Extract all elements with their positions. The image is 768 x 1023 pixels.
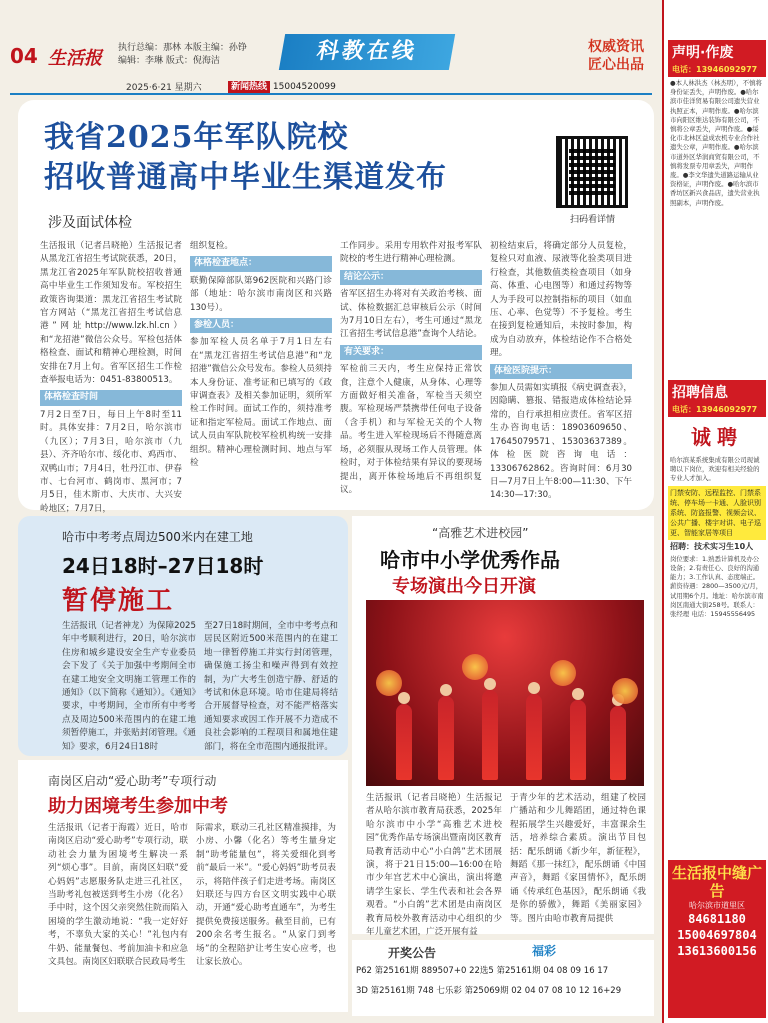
art-kicker: “高雅艺术进校园”	[432, 526, 529, 540]
page-number: 04	[10, 44, 38, 68]
lead-column-2	[190, 240, 332, 516]
construction-article	[18, 516, 348, 756]
lead-body	[40, 240, 636, 516]
slogan	[588, 38, 644, 74]
notice-box	[668, 40, 766, 210]
lottery-title: 开奖公告	[388, 946, 437, 960]
staff-line-2: 编辑：李琳 版式：倪海洁	[118, 56, 220, 66]
staff-credits	[118, 42, 247, 68]
dancer-figure	[610, 706, 626, 780]
fan-prop	[612, 678, 638, 704]
hotline	[228, 79, 336, 92]
lottery-logo: 福彩	[532, 944, 557, 958]
lead-headline	[44, 118, 447, 198]
lead-subhead: 体检医院提示：	[490, 364, 632, 379]
classifieds-sidebar	[662, 0, 768, 1023]
lead-headline-line-2: 招收普通高中毕业生渠道发布	[44, 160, 447, 195]
lead-subhead: 有关要求：	[340, 345, 482, 360]
hiring-job: 招聘：技术实习生10人	[670, 541, 754, 551]
exam-column-1: 生活报讯（记者于海霞）近日，哈市南岗区启动“爱心助考”专项行动，联动社会力量为困境考生解决一系列“烦心事”。目前，南岗区妇联“爱心妈妈”志愿服务队走进三孔社区，当助考礼包被送到考生小房（化名）手中时，这个因父亲突然住院而陷入困境的学生激动地说：“我一定好好考，不辜负大家的关心！”礼包内有牛奶、能量餐包、考前加油卡和应急文具包。南岗区妇联联合民政局考生	[48, 823, 188, 968]
notice-text: ●本人林洪杰（林杰明），不慎将身份证丢失，声明作废。●哈尔滨市佳洋贸易有限公司遗失营业执照正本，声明作废。●哈尔滨市向阳区维达装饰有限公司，不慎将公章丢失，声明作废。●绥化市北林区益成农机专业合作社遗失公章，声明作废。●哈尔滨市道外区华润商贸有限公司，不慎将发票专用章丢失，声明作废。●李文华遗失道路运输从业资格证，声明作废。●哈尔滨市香坊区新兴食品店，遗失营业执照副本，声明作废。	[670, 79, 762, 207]
section-title: 科教在线	[279, 34, 455, 70]
exam-article	[18, 760, 348, 1012]
hotline-tag: 新闻热线	[228, 81, 270, 93]
ad-title: 生活报中缝广告	[671, 864, 762, 900]
art-column-2: 于青少年的艺术活动，组建了校园广播站和少儿舞蹈团，通过特色课程拓展学生兴趣爱好，丰富课余生活，培养综合素质。演出节目包括：配乐朗诵《新少年，新征程》，舞蹈《那一抹红》，配乐朗诵《中国声音》，舞蹈《家国情怀》，配乐朗诵《传承红色基因》，配乐朗诵《我是你的骄傲》，舞蹈《美丽家园》等。图片由哈市教育局提供	[510, 793, 646, 924]
dancer-figure	[526, 694, 542, 780]
lead-subtitle: 涉及面试体检	[48, 215, 132, 231]
construction-column-2: 至27日18时期间，全市中考考点和居民区附近500米范围内的在建工地一律暂停施工并实行封闭管理，确保施工扬尘和噪声得到有效控制，为广大考生创造宁静、舒适的考试和休息环境。哈市住建局将结合开展督导检查，对不能严格落实通知要求或因工作开展不力造成不良社会影响的工程项目和属地住建部门，将在全市范围内通报批评。	[204, 621, 338, 752]
lead-article	[18, 100, 654, 514]
art-column-1: 生活报讯（记者吕晓艳）生活报记者从哈尔滨市教育局获悉，2025年哈尔滨市中小学“高雅艺术进校园”优秀作品专场演出暨南岗区教育局教育活动中心“小白鸽”艺术团展演，将于21日15:00—16:00在哈市少年宫艺术中心演出，演出将邀请学生家长、学生代表和社会各界观看。“小白鸽”艺术团是由南岗区教育局校外教育活动中心组织的少年儿童艺术团，广泛开展有益	[366, 793, 502, 938]
exam-column-2: 际需求，联动三孔社区精准摸排，为小房、小馨（化名）等考生量身定制“助考能量包”，将关爱细化到考前“最后一米”。“爱心妈妈”助考员表示，将陪伴孩子们走进考场。南岗区妇联还与四方台区文明实践中心联动，开通“爱心助考直通车”，为考生提供免费接送服务。截至目前，已有200余名考生报名。“从家门到考场”的全程陪护让考生安心应考，也让家长放心。	[196, 823, 336, 968]
notice-header: 声明·作废	[668, 40, 766, 64]
lead-column-3	[340, 240, 482, 516]
notice-phone: 电话：13946092977	[668, 64, 766, 77]
construction-headline-2: 暂停施工	[62, 586, 175, 616]
ad-address: 哈尔滨市道里区	[689, 901, 745, 910]
construction-column-1: 生活报讯（记者神龙）为保障2025年中考顺利进行，20日，哈尔滨市住房和城乡建设安全生产专业委员会下发了《关于加强中考期间全市在建工地安全文明施工管理工作的通知》（以下简称《通知》）。《通知》要求，中考期间，全市所有中考考点及周边500米范围内的在建工地须暂停施工，并张贴封闭管理。《通知》要求，6月24日18时	[62, 621, 196, 752]
lead-para: 参加军检人员名单于7月1日左右在“黑龙江省招生考试信息港”和“龙招港”微信公众号发布。参检人员须持本人身份证、准考证和已填写的《政审调查表》及相关参加证明，须所军检工作时间。面试工作的，须持准考证和指定军检局。面试工作地点、面试人员由军队院校军检机构统一安排组织。精神心理检测时间、地点与军检	[190, 337, 332, 469]
hiring-intro: 哈尔滨某系统集成有限公司现诚聘以下岗位，欢迎有相关经验的专业人才加入。	[670, 456, 760, 483]
hotline-number: 15004520099	[272, 82, 336, 92]
recruit-phone: 电话：13946092977	[668, 404, 766, 417]
lead-subhead: 体格检查时间	[40, 390, 182, 405]
lead-para: 省军区招生办将对有关政治考核、面试、体检数据汇总审核后公示（时间为7月10日左右），考生可通过“黑龙江省招生考试信息港”查询个人结论。	[340, 289, 482, 340]
hiring-requirements: 岗位要求：1.熟悉计算机及办公设备；2.有责任心、良好的沟通能力；3.工作认真、态度端正。薪资待遇：2800—3500元/月，试用期6个月。地址：哈尔滨市南岗区南通大街258号。联系人：张经理 电话：15945556495	[670, 554, 764, 619]
dancer-figure	[396, 704, 412, 780]
lead-para: 参加人员需如实填报《病史调查表》，因隐瞒、篡报、错报造成体检结论异常的，自行承担相应责任。省军区招生办咨询电话：18903609650、17645079571、15303637389。体检医院咨询电话：13306762862。咨询时间：6月30日—7月7日上午8:00—11:30、下午14:30—17:30。	[490, 383, 632, 501]
art-headline-2: 专场演出今日开演	[392, 576, 536, 597]
lead-headline-line-1: 我省2025年军队院校	[44, 120, 349, 155]
staff-line-1: 执行总编：那林 本版主编：孙铮	[118, 43, 247, 53]
construction-headline: 24日18时–27日18时	[62, 554, 264, 578]
art-body	[366, 792, 646, 939]
lead-column-4	[490, 240, 632, 516]
hiring-positions: 门禁安防、远程监控、门禁系统、停车场一卡通、人脸识别系统、防盗报警、视频会议、公共广播、楼宇对讲、电子巡更、智能家居等项目	[668, 486, 766, 540]
lead-subhead: 结论公示：	[340, 270, 482, 285]
art-headline: 哈市中小学优秀作品	[380, 548, 560, 572]
lead-para: 初检结束后，将确定部分人员复检，复检只对血液、尿液等化验类项目进行检查，其他数值类检查项目（如身高、体重、心电图等）和通过药物等人为手段可以控制指标的项目（如血压、心率、色觉等）不予复检。考生在接到复检通知后，未按时参加，构成为自动放弃，体检结论作不合格处理。	[490, 241, 632, 359]
dancer-figure	[438, 696, 454, 780]
lead-subhead: 体格检查地点：	[190, 256, 332, 271]
classified-ad-banner	[668, 860, 766, 1018]
lead-subhead: 参检人员：	[190, 318, 332, 333]
fan-prop	[462, 654, 488, 680]
dancer-figure	[482, 690, 498, 780]
slogan-line-1: 权威资讯	[588, 39, 644, 55]
construction-kicker: 哈市中考考点周边500米内在建工地	[62, 530, 253, 544]
dateline: 2025·6·21 星期六	[126, 83, 202, 93]
performance-photo	[366, 600, 644, 786]
ad-phone-3: 13613600156	[677, 944, 757, 958]
ad-phone-1: 84681180	[688, 912, 746, 926]
recruit-header: 招聘信息	[668, 380, 766, 404]
qr-caption: 扫码看详情	[570, 215, 616, 225]
brand-logo: 生活报	[48, 48, 102, 69]
fan-prop	[376, 670, 402, 696]
construction-body	[62, 620, 338, 754]
header-rule	[10, 93, 652, 95]
recruit-box	[668, 380, 766, 621]
lottery-row: P62 第25161期 889507+0 22选5 第25161期 04 08 09 16 17	[356, 966, 609, 976]
exam-kicker: 南岗区启动“爱心助考”专项行动	[48, 774, 217, 788]
qr-code[interactable]	[556, 136, 628, 208]
lottery-row: 3D 第25161期 748 七乐彩 第25069期 02 04 07 08 10 12 16+29	[356, 986, 622, 996]
slogan-line-2: 匠心出品	[588, 57, 644, 73]
exam-headline: 助力困境考生参加中考	[48, 796, 228, 817]
lottery-box	[352, 940, 654, 1016]
hiring-title: 诚聘	[691, 425, 743, 449]
lead-para: 组织复检。	[190, 241, 233, 251]
lead-para: 生活报讯（记者吕晓艳）生活报记者从黑龙江省招生考试院获悉，20日，黑龙江省2025年军队院校招收普通高中毕业生工作须知发布。军校招生政策咨询渠道：黑龙江省招生考试院官方网站（“黑龙江省招生考试信息港”网址http://www.lzk.hl.cn）和“龙招港”微信公众号。军检包括体格检查、面试和精神心理检测，时间安排在7月上旬。省军区招生工作检查举报电话为：0451-83800513。	[40, 241, 182, 386]
ad-phone-2: 15004697804	[677, 928, 757, 942]
page-header	[0, 0, 655, 80]
lead-para: 工作同步。采用专用软件对报考军队院校的考生进行精神心理检测。	[340, 241, 482, 265]
art-article	[352, 516, 654, 938]
fan-prop	[550, 660, 576, 686]
lead-column-1	[40, 240, 182, 516]
lead-para: 联勤保障部队第962医院和兴路门诊部（地址：哈尔滨市南岗区和兴路130号）。	[190, 275, 332, 313]
dancer-figure	[570, 700, 586, 780]
lead-para: 军检前三天内，考生应保持正常饮食，注意个人健康，从身体、心理等方面做好相关准备，军检当天须空腹。军检现场严禁携带任何电子设备（含手机）和与军检无关的个人物品。考生进入军检现场后不得随意离场，必须服从现场工作人员管理。体检时，对于体检结果有异议的要现场提出，离开体检场地后不再组织复议。	[340, 364, 482, 495]
lead-para: 7月2日至7日，每日上午8时至11时。具体安排：7月2日，哈尔滨市（九区）；7月3日，哈尔滨市（九县）、齐齐哈尔市、绥化市、鸡西市、双鸭山市；7月4日，牡丹江市、伊春市、七台河市、鹤岗市、黑河市；7月5日，佳木斯市、大庆市、大兴安岭地区；7月7日，	[40, 409, 182, 514]
exam-body	[48, 822, 338, 969]
